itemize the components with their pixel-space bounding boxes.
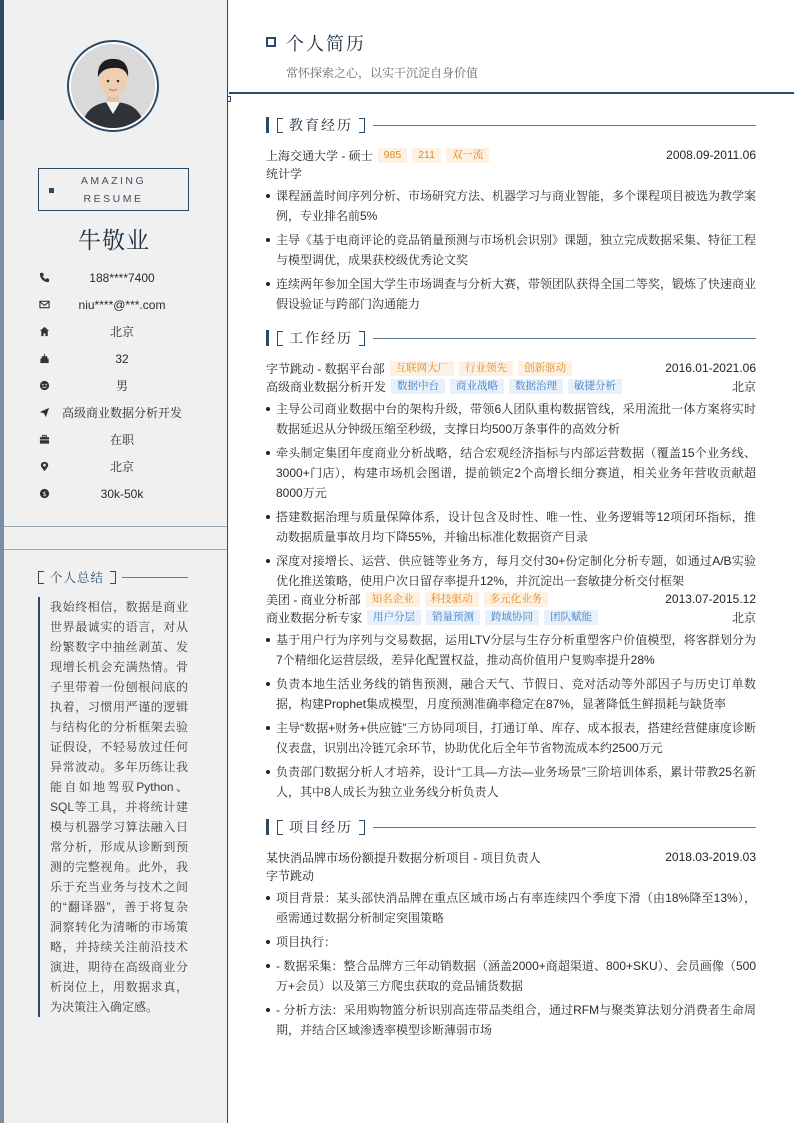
- badge-label: AMAZING RESUME: [80, 174, 147, 205]
- major: 统计学: [266, 166, 303, 181]
- summary-heading: [38, 568, 188, 586]
- project-name: 某快消品牌市场份额提升数据分析项目 - 项目负责人: [266, 850, 541, 865]
- header: [229, 0, 794, 94]
- list-item: 主导公司商业数据中台的架构升级，带领6人团队重构数据管线，采用流批一体方案将实时数据延迟从分钟级压缩至秒级，支撑日均500万条事件的高效分析: [266, 399, 756, 439]
- company-tag: 互联网大厂: [390, 361, 455, 376]
- info-text: 在职: [109, 433, 134, 447]
- info-text: 北京: [109, 460, 134, 474]
- project-header-row: [266, 848, 756, 866]
- project-org-row: [266, 866, 756, 884]
- info-text: niu****@***.com: [78, 297, 166, 312]
- role-title: 商业数据分析专家: [266, 610, 363, 625]
- bracket-right: [359, 118, 365, 133]
- role-tag: 商业战略: [450, 379, 504, 394]
- work-bullets: [266, 630, 756, 802]
- smiley-face-icon: [38, 380, 50, 392]
- school-tag: 211: [412, 148, 441, 163]
- role-row: [266, 608, 756, 626]
- sidebar: [0, 0, 228, 1123]
- info-row-location: [0, 453, 228, 480]
- sidebar-divider: [4, 549, 227, 550]
- section-rule: [373, 125, 756, 126]
- list-item: 课程涵盖时间序列分析、市场研究方法、机器学习与商业智能，多个课程项目被选为教学案例，专业排名前5%: [266, 186, 756, 226]
- company-tag: 科技驱动: [425, 592, 479, 607]
- info-row-target-role: [0, 399, 228, 426]
- badge-dot: [49, 188, 54, 193]
- company-row: [266, 359, 756, 377]
- avatar-portrait-icon: [71, 44, 155, 128]
- work-city: 北京: [731, 379, 756, 394]
- bracket-left: [38, 571, 44, 584]
- info-text: 188****7400: [89, 270, 155, 285]
- list-item: 项目背景：某头部快消品牌在重点区域市场占有率连续四个季度下滑（由18%降至13%），亟需通过数据分析制定突围策略: [266, 888, 756, 928]
- section-bar: [266, 819, 269, 835]
- work-city: 北京: [731, 610, 756, 625]
- person-name: 牛敬业: [78, 228, 150, 254]
- main-content: [229, 0, 794, 1123]
- education-bullets: [266, 186, 756, 314]
- section-title: 教育经历: [289, 118, 353, 134]
- page-subtitle: 常怀探索之心，以实干沉淀自身价值: [286, 66, 479, 80]
- info-text: 32: [115, 351, 129, 366]
- bracket-left: [277, 118, 283, 133]
- list-item: 搭建数据治理与质量保障体系，设计包含及时性、唯一性、业务逻辑等12项闭环指标，推动数据质量事故月均下降55%，并输出标准化数据资产目录: [266, 507, 756, 547]
- info-row-phone: [0, 264, 228, 291]
- location-pin-icon: [38, 461, 50, 473]
- list-item: - 数据采集：整合品牌方三年动销数据（涵盖2000+商超渠道、800+SKU）、会员画像（500万+会员）以及第三方爬虫获取的竞品铺货数据: [266, 956, 756, 996]
- education-dates: 2008.09-2011.06: [666, 148, 756, 162]
- info-text: 高级商业数据分析开发: [61, 406, 182, 420]
- education-header-row: [266, 146, 756, 164]
- work-dates: 2016.01-2021.06: [665, 361, 756, 375]
- summary-text: 我始终相信，数据是商业世界最诚实的语言，对从纷繁数字中抽丝剥茧、发现增长机会充满热情。骨子里带着一份刨根问底的执着，习惯用严谨的逻辑与结构化的分析框架去验证假设，不轻易放过任何异常波动。多年历练让我能自如地驾驭Python、SQL等工具，并将统计建模与机器学习算法融入日常分析，形成从诊断到预测的完整视角。此外，我乐于充当业务与技术之间的“翻译器”，善于将复杂洞察转化为清晰的市场策略，并持续关注前沿技术演进，期待在高级商业分析岗位上，用数据求真，为决策注入确定感。: [38, 597, 188, 1017]
- avatar-frame: [67, 40, 159, 132]
- role-tag: 销量预测: [426, 610, 480, 625]
- section-bar: [266, 330, 269, 346]
- bracket-right: [110, 571, 116, 584]
- info-row-status: [0, 426, 228, 453]
- sidebar-divider: [4, 526, 227, 527]
- company-tag: 多元化业务: [484, 592, 549, 607]
- info-text: 30k-50k: [100, 486, 144, 501]
- bracket-left: [277, 820, 283, 835]
- role-tag: 用户分层: [367, 610, 421, 625]
- list-item: 负责部门数据分析人才培养，设计“工具—方法—业务场景”三阶培训体系，累计带教25名新人，其中8人成长为独立业务线分析负责人: [266, 762, 756, 802]
- info-row-salary: [0, 480, 228, 507]
- section-title: 项目经历: [289, 820, 353, 836]
- section-title: 工作经历: [289, 331, 353, 347]
- company-tag: 创新驱动: [518, 361, 572, 376]
- phone-icon: [38, 272, 50, 284]
- briefcase-icon: [38, 434, 50, 446]
- school-tag: 双一流: [446, 148, 490, 163]
- list-item: 连续两年参加全国大学生市场调查与分析大赛，带领团队获得全国二等奖，锻炼了快速商业假设验证与跨部门沟通能力: [266, 274, 756, 314]
- sidebar-edge-accent: [0, 0, 4, 120]
- corner-mark: [227, 96, 231, 102]
- section-heading-projects: [266, 818, 756, 836]
- summary-title: 个人总结: [50, 570, 105, 585]
- summary-rule: [122, 577, 188, 578]
- work-entry: [266, 359, 756, 595]
- list-item: 项目执行：: [266, 932, 756, 952]
- role-tag: 数据中台: [391, 379, 445, 394]
- project-bullets: [266, 888, 756, 1040]
- paper-plane-icon: [38, 407, 50, 419]
- section-heading-education: [266, 116, 756, 134]
- section-rule: [373, 338, 756, 339]
- list-item: 牵头制定集团年度商业分析战略，结合宏观经济指标与内部运营数据（覆盖15个业务线、3000+门店），构建市场机会图谱，提前锁定2个高增长细分赛道，相关业务年营收贡献超8000万元: [266, 443, 756, 503]
- role-tag: 数据治理: [509, 379, 563, 394]
- list-item: 深度对接增长、运营、供应链等业务方，每月交付30+份定制化分析专题，如通过A/B实验优化推送策略，使用户次日留存率提升12%，并沉淀出一套敏捷分析交付框架: [266, 551, 756, 591]
- info-text: 北京: [109, 325, 134, 339]
- list-item: 主导“数据+财务+供应链”三方协同项目，打通订单、库存、成本报表，搭建经营健康度诊断仪表盘，识别出冷链冗余环节，协助优化后全年节省物流成本约2500万元: [266, 718, 756, 758]
- project-entry: [266, 848, 756, 1044]
- contact-info-list: [0, 264, 228, 507]
- company-name: 美团 - 商业分析部: [266, 592, 361, 607]
- company-tag: 知名企业: [366, 592, 420, 607]
- avatar: [71, 44, 155, 128]
- company-name: 字节跳动 - 数据平台部: [266, 361, 385, 376]
- birthday-cake-icon: [38, 353, 50, 365]
- list-item: 负责本地生活业务线的销售预测，融合天气、节假日、竞对活动等外部因子与历史订单数据，构建Prophet集成模型，月度预测准确率稳定在87%，显著降低生鲜损耗与缺货率: [266, 674, 756, 714]
- role-tag: 团队赋能: [544, 610, 598, 625]
- amazing-resume-badge: [38, 168, 189, 211]
- info-row-gender: [0, 372, 228, 399]
- mail-icon: [38, 299, 50, 311]
- company-tag: 行业领先: [459, 361, 513, 376]
- work-entry: [266, 590, 756, 806]
- info-row-home: [0, 318, 228, 345]
- money-icon: [38, 488, 50, 500]
- info-row-age: [0, 345, 228, 372]
- list-item: 主导《基于电商评论的竞品销量预测与市场机会识别》课题，独立完成数据采集、特征工程与模型调优，成果获校级优秀论文奖: [266, 230, 756, 270]
- school-name: 上海交通大学 - 硕士: [266, 148, 373, 163]
- major-row: [266, 164, 756, 182]
- list-item: - 分析方法：采用购物篮分析识别高连带品类组合，通过RFM与聚类算法划分消费者生命周期，并结合区域渗透率模型诊断薄弱市场: [266, 1000, 756, 1040]
- home-icon: [38, 326, 50, 338]
- bracket-right: [359, 331, 365, 346]
- work-bullets: [266, 399, 756, 591]
- project-org: 字节跳动: [266, 868, 315, 883]
- page-title: 个人简历: [286, 34, 366, 55]
- section-rule: [373, 827, 756, 828]
- svg-text:$: $: [41, 489, 47, 498]
- info-row-email: [0, 291, 228, 318]
- info-text: 男: [115, 379, 128, 393]
- bracket-left: [277, 331, 283, 346]
- role-row: [266, 377, 756, 395]
- education-entry: [266, 146, 756, 318]
- role-tag: 跨域协同: [485, 610, 539, 625]
- role-title: 高级商业数据分析开发: [266, 379, 387, 394]
- work-dates: 2013.07-2015.12: [665, 592, 756, 606]
- role-tag: 敏捷分析: [568, 379, 622, 394]
- bracket-right: [359, 820, 365, 835]
- section-bar: [266, 117, 269, 133]
- school-tag: 985: [378, 148, 408, 163]
- list-item: 基于用户行为序列与交易数据，运用LTV分层与生存分析重塑客户价值模型，将客群划分为7个精细化运营层级，差异化配置权益，推动高价值用户复购率提升28%: [266, 630, 756, 670]
- project-dates: 2018.03-2019.03: [665, 850, 756, 864]
- section-heading-work: [266, 329, 756, 347]
- sidebar-edge-stripe: [0, 0, 4, 1123]
- title-square-icon: [266, 37, 276, 47]
- company-row: [266, 590, 756, 608]
